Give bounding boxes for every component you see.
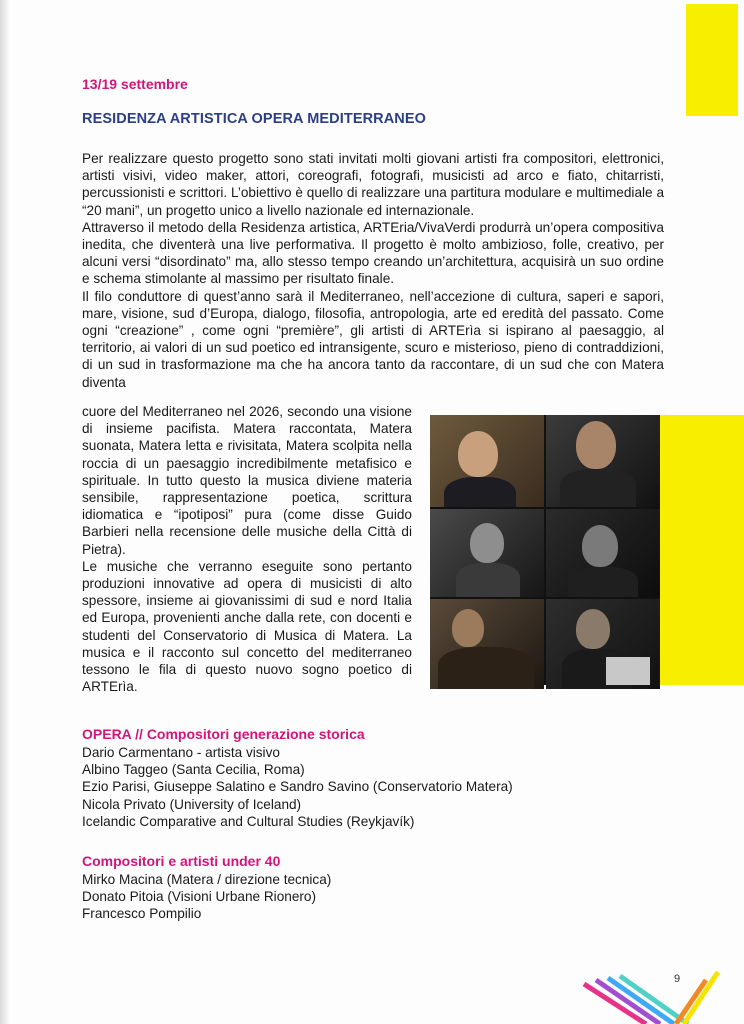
paragraph: Il filo conduttore di quest’anno sarà il Mediterraneo, nell’accezione di cultura, saperi e sapori, mare, visione, sud d’Europa, dialogo, filosofia, antropologia, arte ed eredità del passato. Come ogni “creazione” , come ogni “première”, gli artisti di ARTErìa si ispirano al paesaggio, al territorio, ai valori di un sud poetico ed intransigente, scuro e misterioso, pieno di contraddizioni, di un sud in trasformazione ma che ha ancora tanto da raccontare, di un sud che con Matera diventa (82, 288, 664, 390)
yellow-accent-bar-top (686, 4, 738, 116)
decorative-color-stripes (580, 960, 744, 1024)
yellow-accent-bar-middle (660, 415, 744, 685)
photo-man-laptop (546, 599, 660, 689)
composers-historical-list (82, 744, 513, 830)
paragraph: cuore del Mediterraneo nel 2026, secondo una visione di insieme pacifista. Matera raccontata, Matera suonata, Matera letta e rivisitata, Matera scolpita nella roccia di un paesaggio incredibilmente metafisico e spirituale. In tutto questo la musica diviene materia sensibile, rappresentazione poetica, scrittura idiomatica e “ipotiposi” pura (come disse Guido Barbieri nella recensione delle musiche della Città di Pietra). (82, 404, 412, 557)
photo-guitarist (430, 599, 544, 689)
side-text (82, 403, 412, 695)
page-number: 9 (674, 973, 681, 985)
list-item: Dario Carmentano - artista visivo (82, 745, 280, 760)
page-edge-shadow (0, 0, 10, 1024)
event-date: 13/19 settembre (82, 76, 188, 92)
composers-under40-list (82, 871, 331, 923)
list-item: Albino Taggeo (Santa Cecilia, Roma) (82, 762, 305, 778)
section-heading: OPERA // Compositori generazione storica (82, 726, 365, 742)
list-item: Francesco Pompilio (82, 906, 202, 922)
photo-bald-man (546, 415, 660, 507)
list-item: Nicola Privato (University of Iceland) (82, 796, 302, 812)
paragraph: Attraverso il metodo della Residenza artistica, ARTEria/VivaVerdi produrrà un’opera compositiva inedita, che diventerà una live performativa. Il progetto è molto ambizioso, folle, creativo, per alcuni versi “disordinato” ma, allo stesso tempo creando un’architettura, acquisirà un suo ordine e schema stimolante al massimo per risultato finale. (82, 219, 664, 287)
photo-man-headphones (546, 509, 660, 597)
paragraph: Per realizzare questo progetto sono stati invitati molti giovani artisti fra compositori, elettronici, artisti visivi, video maker, attori, coreografi, fotografi, musicisti ad arco e fiato, chitarristi, percussionisti e scrittori. L’obiettivo è quello di realizzare una partitura modulare e multimediale a “20 mani”, un progetto unico a livello nazionale ed internazionale. (82, 151, 664, 218)
photo-man-glasses-bowtie (430, 415, 544, 507)
intro-text (82, 150, 664, 391)
list-item: Donato Pitoia (Visioni Urbane Rionero) (82, 889, 316, 905)
paragraph: Le musiche che verranno eseguite sono pertanto produzioni innovative ad opera di musicisti di alto spessore, insieme ai giovanissimi di sud e nord Italia ed Europa, provenienti anche dalla rete, con docenti e studenti del Conservatorio di Musica di Matera. La musica e il racconto sul concetto del mediterraneo tessono le fila di questo nuovo sogno poetico di ARTErìa. (82, 558, 412, 695)
list-item: Icelandic Comparative and Cultural Studies (Reykjavík) (82, 813, 415, 829)
artists-photo-collage (430, 415, 660, 685)
page-title: RESIDENZA ARTISTICA OPERA MEDITERRANEO (82, 111, 427, 127)
list-item: Ezio Parisi, Giuseppe Salatino e Sandro Savino (Conservatorio Matera) (82, 779, 513, 795)
photo-musician-gesture (430, 509, 544, 597)
list-item: Mirko Macina (Matera / direzione tecnica) (82, 872, 332, 887)
section-heading: Compositori e artisti under 40 (82, 853, 281, 869)
